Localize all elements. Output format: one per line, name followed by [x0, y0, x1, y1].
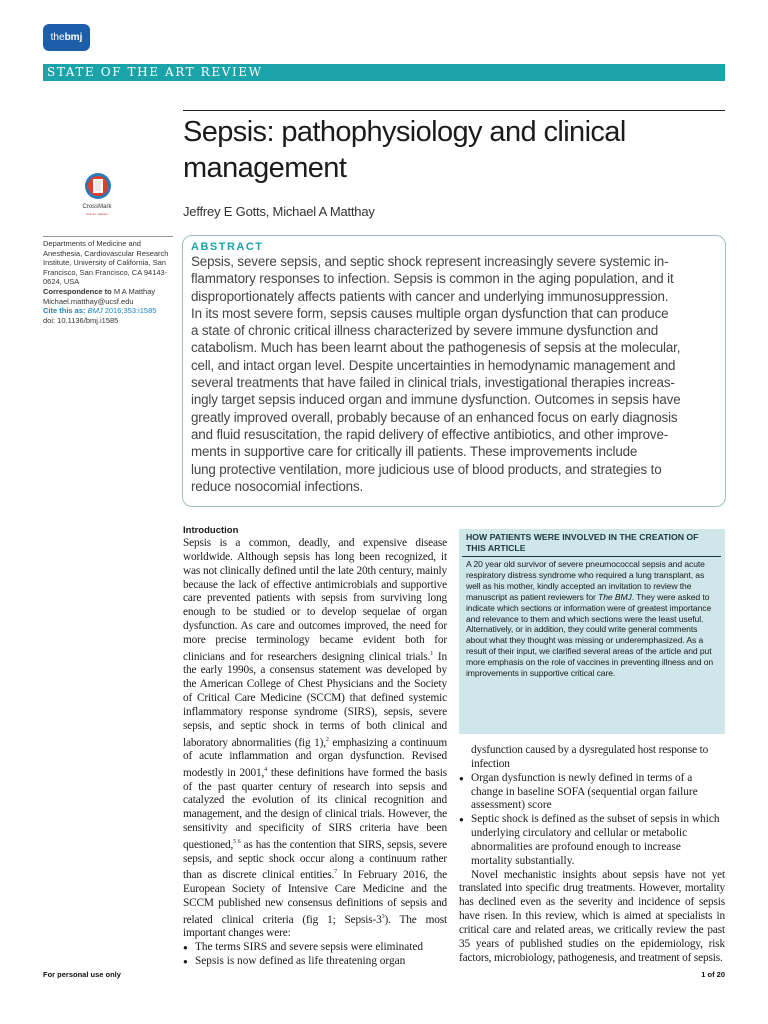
title-divider: [183, 110, 725, 111]
crossmark-sublabel: click for updates: [86, 212, 108, 216]
text-run: . They were asked to indicate which sections or information were of greatest importance and relevance to them and which sections were the least useful. Alternatively, or in addition, they could write general comments about what they thought was missing or underemphasized. As a result of their input, we clarified several areas of the article and put more emphasis on the role of vaccines in preventing illness and on improvements in supportive critical care.: [466, 591, 714, 679]
crossmark-label[interactable]: [66, 204, 128, 218]
abstract-line: and fluid resuscitation, the rapid delivery of effective antibiotics, and other improve-: [191, 426, 669, 442]
correspondence-label: Correspondence to: [43, 286, 112, 296]
article-title: Sepsis: pathophysiology and clinical management: [183, 116, 626, 184]
citation-ref[interactable]: 2: [325, 736, 329, 743]
abstract-line: lung protective ventilation, more judicious use of blood products, and strategies to: [191, 461, 662, 477]
cite-journal: BMJ: [87, 306, 103, 316]
logo-prefix: the: [50, 32, 65, 43]
citation-ref[interactable]: 1: [430, 650, 434, 657]
list-item: ● Sepsis is now defined as life threatening organ: [183, 955, 447, 969]
abstract-line: cell, and intact organ level. Despite uncertainties in hemodynamic management and: [191, 357, 676, 373]
text-run: In the early 1990s, a consensus statement was developed by the American College of Chest Physicians and the Society of Critical Care Medicine (SCCM) that defined systemic inflammatory response syndrome (SIRS), sepsis, severe sepsis, and septic shock in terms of both clinical and laboratory abnormalities (fig 1),: [183, 650, 447, 749]
text-run: emphasizing a continuum of acute inflammation and organ dysfunction. Revised modestly in 2001,: [183, 736, 447, 779]
article-authors: Jeffrey E Gotts, Michael A Matthay: [183, 204, 375, 219]
page-number: 1 of 20: [701, 970, 725, 979]
cite-label: Cite this as:: [43, 306, 86, 316]
abstract-line: In its most severe form, sepsis causes multiple organ dysfunction that can produce: [191, 305, 669, 321]
list-item: ● Organ dysfunction is newly defined in terms of a change in baseline SOFA (sequential organ failure assessment) score: [459, 772, 725, 814]
introduction-paragraph: [183, 537, 447, 941]
affiliation: Departments of Medicine and Anesthesia, Cardiovascular Research Institute, University of California, San Francisco, San Francisco, CA 94143-0624, USA: [43, 239, 169, 287]
abstract-heading: ABSTRACT: [191, 241, 264, 253]
logo-name: bmj: [64, 32, 83, 43]
abstract-line: several treatments that have failed in clinical trials, investigational therapies increas-: [191, 375, 675, 391]
list-item: ● Septic shock is defined as the subset of sepsis in which underlying circulatory and cellular or metabolic abnormalities are profound enough to increase mortality substantially.: [459, 813, 725, 868]
citation-ref[interactable]: 7: [334, 869, 338, 876]
abstract-text: [191, 253, 719, 495]
correspondence-name: M A Matthay: [113, 286, 156, 296]
correspondence-email[interactable]: Michael.matthay@ucsf.edu: [43, 296, 134, 306]
abstract-line: ingly target sepsis induced organ and immune dysfunction. Outcomes in sepsis have: [191, 392, 681, 408]
text-run: ). The most important changes were:: [183, 913, 447, 940]
abstract-line: ments in supportive care for critically ill patients. These improvements include: [191, 444, 638, 460]
article-sidebar: [43, 236, 173, 325]
abstract-line: greatly improved overall, probably because of an enhanced focus on early diagnosis: [191, 409, 678, 425]
abstract-line: reduce nosocomial infections.: [191, 478, 364, 494]
continuation-text: dysfunction caused by a dysregulated host response to infection: [471, 744, 709, 770]
abstract-line: Sepsis, severe sepsis, and septic shock represent increasingly severe systemic in-: [191, 254, 669, 269]
citation[interactable]: [43, 306, 173, 316]
list-item: ● The terms SIRS and severe sepsis were eliminated: [183, 941, 447, 955]
citation-ref[interactable]: 5 6: [233, 839, 241, 846]
text-run: as has the contention that SIRS, sepsis, severe sepsis, and septic shock occur along a continuum rather than as discrete clinical entities.: [183, 838, 447, 882]
cite-ref: 2016;353:i1585: [104, 306, 157, 316]
doi[interactable]: doi: 10.1136/bmj.i1585: [43, 315, 119, 325]
section-banner-label: STATE OF THE ART REVIEW: [47, 65, 263, 79]
text-run: A 20 year old survivor of severe pneumococcal sepsis and acute respiratory distress syndrome who required a lung transplant, as well as his mother, kindly accepted an invitation to review the manuscript as patient reviewers for: [466, 559, 705, 602]
text-run: these definitions have formed the basis of the past quarter century of research into sepsis and catalyzed the evolution of its clinical recognition and management, and the design of clinical trials. However, the sensitivity and specificity of SIRS criteria have been questioned,: [183, 766, 447, 851]
abstract-line: flammatory responses to infection. Sepsis is common in the aging population, and it: [191, 271, 674, 287]
bmj-logo[interactable]: [43, 24, 90, 51]
patient-box-heading: HOW PATIENTS WERE INVOLVED IN THE CREATION OF THIS ARTICLE: [462, 529, 721, 557]
changes-list: [183, 941, 447, 969]
footer-usage-note: For personal use only: [43, 970, 121, 979]
citation-ref[interactable]: 3: [381, 913, 385, 920]
introduction-column: [183, 525, 447, 969]
abstract-line: a state of chronic critical illness characterized by severe immune dysfunction and: [191, 323, 659, 339]
abstract-box: [182, 235, 726, 507]
definitions-list: [459, 772, 725, 869]
patient-box-text: [459, 557, 725, 679]
crossmark-title: CrossMark: [82, 204, 112, 210]
review-paragraph: Novel mechanistic insights about sepsis have not yet translated into specific drug treatments. However, mortality has declined even as the severity and incidence of sepsis have risen. In this review, which is aimed at specialists in critical care and related areas, we critically review the past 35 years of published studies on the epidemiology, risk factors, microbiology, pathogenesis, and treatment of sepsis.: [459, 868, 725, 964]
patient-involvement-box: [459, 529, 725, 734]
abstract-line: disproportionately affects patients with cancer and underlying immunosuppression.: [191, 288, 669, 304]
introduction-heading: Introduction: [183, 525, 239, 536]
journal-name: The BMJ: [598, 591, 632, 602]
section-banner: [43, 64, 725, 81]
abstract-line: catabolism. Much has been learnt about the pathogenesis of sepsis at the molecular,: [191, 340, 681, 356]
citation-ref[interactable]: 4: [264, 767, 267, 774]
text-run: In February 2016, the European Society of Intensive Care Medicine and the SCCM published new consensus definitions of sepsis and related clinical criteria (fig 1; Sepsis-3: [183, 869, 447, 926]
right-column: [459, 744, 725, 966]
correspondence: [43, 287, 173, 297]
text-run: Sepsis is a common, deadly, and expensive disease worldwide. Although sepsis has long been recognized, it was not clinically defined until the late 20th century, mainly because the lack of effective antimicrobials and supportive care prevented patients with sepsis from surviving long enough to be studied or to develop sequelae of organ dysfunction. As care and outcomes improved, the need for more precise terminology became evident both for clinicians and for researchers designing clinical trials.: [183, 537, 447, 663]
